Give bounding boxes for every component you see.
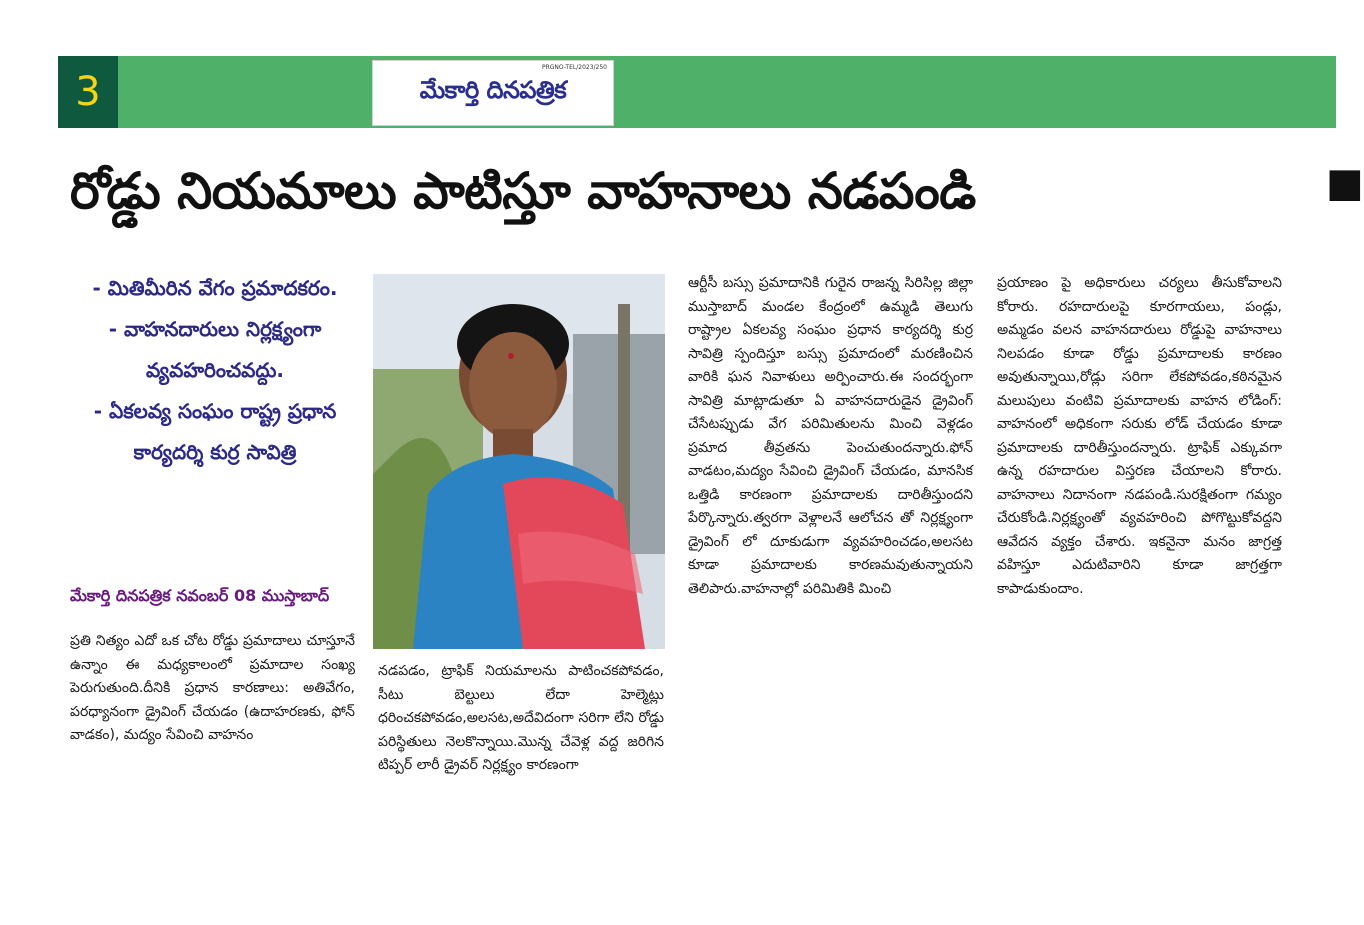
- subhead-3: - ఏకలవ్య సంఘం రాష్ట్ర ప్రధాన కార్యదర్శి కుర్ర సావిత్రి: [93, 399, 337, 464]
- article-column-3: ఆర్టీసీ బస్సు ప్రమాదానికి గురైన రాజన్న సిరిసిల్ల జిల్లా ముస్తాబాద్ మండల కేంద్రంలో ఉమ్మడి తెలుగు రాష్ట్రాల ఏకలవ్య సంఘం ప్రధాన కార్యదర్శి కుర్ర సావిత్రి స్పందిస్తూ బస్సు ప్రమాదంలో మరణించిన వారికి ఘన నివాళులు అర్పించారు.ఈ సందర్భంగా సావిత్రి మాట్లాడుతూ ఏ వాహనదారుడైన డ్రైవింగ్ చేసేటప్పుడు వేగ పరిమితులను మించి వెళ్లడం ప్రమాద తీవ్రతను పెంచుతుందన్నారు.ఫోన్ వాడటం,మద్యం సేవించి డ్రైవింగ్ చేయడం, మానసిక ఒత్తిడి కారణంగా ప్రమాదాలకు దారితీస్తుందని పేర్కొన్నారు.త్వరగా వెళ్లాలనే ఆలోచన తో నిర్లక్ష్యంగా డ్రైవింగ్ లో దూకుడుగా వ్యవహరించడం,అలసట కూడా ప్రమాదాలకు కారణమవుతున్నాయని తెలిపారు.వాహనాల్లో పరిమితికి మించి: [688, 275, 973, 597]
- dateline: మేకార్తి దినపత్రిక నవంబర్ 08 ముస్తాబాద్: [70, 586, 330, 605]
- newspaper-logo: [372, 60, 614, 126]
- header-band: [58, 56, 1336, 128]
- subhead-2: - వాహనదారులు నిర్లక్ష్యంగా వ్యవహరించవద్దు.: [108, 317, 322, 382]
- adjacent-column-fragment: [1322, 240, 1336, 925]
- adjacent-article-fragment: ■: [1326, 160, 1364, 206]
- subhead-1: - మితిమీరిన వేగం ప్రమాదకరం.: [92, 276, 338, 300]
- portrait-photo: [373, 274, 665, 649]
- article-column-1: ప్రతి నిత్యం ఎదో ఒక చోట రోడ్డు ప్రమాదాలు చూస్తూనే ఉన్నాం ఈ మధ్యకాలంలో ప్రమాదాల సంఖ్య పెరుగుతుంది.దీనికి ప్రధాన కారణాలు: అతివేగం, పరధ్యానంగా డ్రైవింగ్ చేయడం (ఉదాహరణకు, ఫోన్ వాడకం), మద్యం సేవించి వాహనం: [70, 633, 355, 743]
- logo-text: మేకార్తి దినపత్రిక: [419, 76, 567, 104]
- page-number: 3: [58, 56, 118, 128]
- next-headline-fragment: [90, 905, 1260, 925]
- article-column-4: ప్రయాణం పై అధికారులు చర్యలు తీసుకోవాలని కోరారు. రహదారులపై కూరగాయలు, పండ్లు, అమ్మడం వలన వాహనదారులు రోడ్డుపై వాహనాలు నిలపడం కూడా రోడ్డు ప్రమాదాలకు కారణం అవుతున్నాయి,రోడ్లు సరిగా లేకపోవడం,కఠినమైన మలుపులు వంటివి ప్రమాదాలకు వాహన లోడింగ్: వాహనంలో అధికంగా సరుకు లోడ్ చేయడం కూడా ప్రమాదాలకు దారితీస్తుందన్నారు. ట్రాఫిక్ ఎక్కువగా ఉన్న రహదారుల విస్తరణ చేయాలని కోరారు. వాహనాలు నిదానంగా నడపండి.సురక్షితంగా గమ్యం చేరుకోండి.నిర్లక్ష్యంతో వ్యవహరించి పోగొట్టుకోవద్దని ఆవేదన వ్యక్తం చేశారు. ఇకనైనా మనం జాగ్రత్త వహిస్తూ ఎదుటివారిని కూడా జాగ్రత్తగా కాపాడుకుందాం.: [997, 275, 1282, 597]
- headline: రోడ్డు నియమాలు పాటిస్తూ వాహనాలు నడపండి: [70, 162, 976, 220]
- subheads: [70, 268, 360, 473]
- logo-registration-text: PRGNO-TEL/2023/250: [542, 64, 607, 71]
- article-column-2: నడపడం, ట్రాఫిక్ నియమాలను పాటించకపోవడం, సీటు బెల్టులు లేదా హెల్మెట్లు ధరించకపోవడం,అలసట,అదేవిదంగా సరిగా లేని రోడ్డు పరిస్థితులు నెలకొన్నాయి.మొన్న చేవెళ్ల వద్ద జరిగిన టిప్పర్ లారీ డ్రైవర్ నిర్లక్ష్యం కారణంగా: [378, 663, 664, 773]
- portrait-photo-icon: [373, 274, 665, 649]
